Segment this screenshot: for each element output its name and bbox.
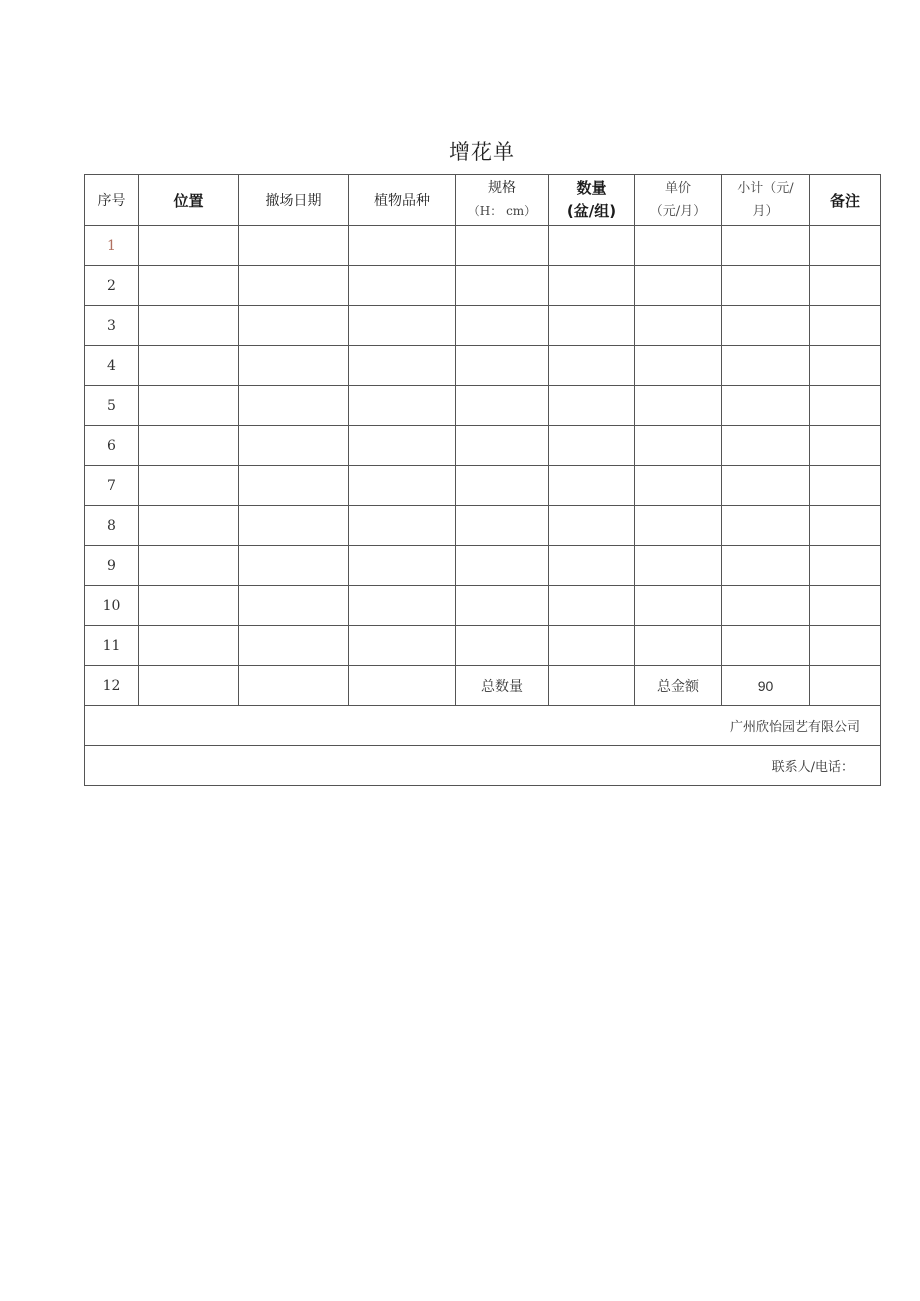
subtotal-cell[interactable] xyxy=(722,466,810,506)
location-cell[interactable] xyxy=(139,506,239,546)
remark-cell[interactable] xyxy=(810,226,881,266)
remark-cell[interactable] xyxy=(810,666,881,706)
remark-cell[interactable] xyxy=(810,426,881,466)
quantity-cell[interactable] xyxy=(549,506,635,546)
subtotal-cell[interactable] xyxy=(722,426,810,466)
unit-price-cell[interactable] xyxy=(635,306,722,346)
row-seq-cell: 9 xyxy=(85,546,139,586)
header-quantity-unit: (盆/组) xyxy=(566,202,617,220)
table-row xyxy=(85,386,881,426)
removal-date-cell[interactable] xyxy=(239,346,349,386)
contact-label: 联系人/电话： xyxy=(85,746,881,786)
remark-cell[interactable] xyxy=(810,506,881,546)
unit-price-cell[interactable] xyxy=(635,586,722,626)
unit-price-cell[interactable] xyxy=(635,506,722,546)
summary-row xyxy=(85,666,881,706)
removal-date-cell[interactable] xyxy=(239,266,349,306)
spec-cell[interactable] xyxy=(456,266,549,306)
subtotal-cell[interactable] xyxy=(722,586,810,626)
header-subtotal-label: 小计（元/ xyxy=(737,181,794,196)
location-cell[interactable] xyxy=(139,266,239,306)
remark-cell[interactable] xyxy=(810,626,881,666)
table-row xyxy=(85,466,881,506)
location-cell[interactable] xyxy=(139,586,239,626)
location-cell[interactable] xyxy=(139,426,239,466)
unit-price-cell[interactable] xyxy=(635,626,722,666)
header-unit-price-unit: （元/月） xyxy=(649,204,707,219)
row-seq-cell: 10 xyxy=(85,586,139,626)
remark-cell[interactable] xyxy=(810,466,881,506)
unit-price-cell[interactable] xyxy=(635,386,722,426)
plant-variety-cell[interactable] xyxy=(349,626,456,666)
removal-date-cell[interactable] xyxy=(239,386,349,426)
plant-variety-cell[interactable] xyxy=(349,226,456,266)
spec-cell[interactable] xyxy=(456,506,549,546)
header-spec-unit: （H： cm） xyxy=(467,204,537,218)
header-plant-variety xyxy=(349,175,456,226)
spec-cell[interactable] xyxy=(456,346,549,386)
quantity-cell[interactable] xyxy=(549,306,635,346)
plant-variety-cell[interactable] xyxy=(349,426,456,466)
spec-cell[interactable] xyxy=(456,386,549,426)
remark-cell[interactable] xyxy=(810,586,881,626)
header-removal-date-label: 撤场日期 xyxy=(265,193,322,209)
header-unit-price-label: 单价 xyxy=(664,181,691,196)
subtotal-cell[interactable] xyxy=(722,506,810,546)
header-remark-label: 备注 xyxy=(829,191,860,210)
table-row xyxy=(85,586,881,626)
removal-date-cell[interactable] xyxy=(239,226,349,266)
plant-variety-cell[interactable] xyxy=(349,386,456,426)
header-subtotal-unit: 月） xyxy=(752,204,779,219)
row-seq-cell: 3 xyxy=(85,306,139,346)
header-quantity xyxy=(549,175,635,226)
location-cell[interactable] xyxy=(139,666,239,706)
company-row xyxy=(85,706,881,746)
subtotal-cell[interactable] xyxy=(722,226,810,266)
quantity-cell[interactable] xyxy=(549,466,635,506)
removal-date-cell[interactable] xyxy=(239,466,349,506)
location-cell[interactable] xyxy=(139,386,239,426)
row-seq-cell: 8 xyxy=(85,506,139,546)
subtotal-cell[interactable] xyxy=(722,546,810,586)
row-seq-cell: 7 xyxy=(85,466,139,506)
table-row xyxy=(85,306,881,346)
quantity-cell[interactable] xyxy=(549,266,635,306)
location-cell[interactable] xyxy=(139,626,239,666)
header-quantity-label: 数量 xyxy=(576,179,607,197)
unit-price-cell[interactable] xyxy=(635,546,722,586)
spec-cell[interactable] xyxy=(456,226,549,266)
plant-variety-cell[interactable] xyxy=(349,666,456,706)
header-unit-price xyxy=(635,175,722,226)
quantity-cell[interactable] xyxy=(549,346,635,386)
company-name: 广州欣怡园艺有限公司 xyxy=(85,706,881,746)
row-seq-cell: 2 xyxy=(85,266,139,306)
table-header-row xyxy=(85,175,881,226)
unit-price-cell[interactable] xyxy=(635,466,722,506)
subtotal-cell[interactable] xyxy=(722,306,810,346)
subtotal-cell[interactable] xyxy=(722,386,810,426)
quantity-cell[interactable] xyxy=(549,546,635,586)
remark-cell[interactable] xyxy=(810,546,881,586)
page-title: 增花单 xyxy=(449,140,515,164)
removal-date-cell[interactable] xyxy=(239,666,349,706)
row-seq-cell: 5 xyxy=(85,386,139,426)
removal-date-cell[interactable] xyxy=(239,426,349,466)
unit-price-cell[interactable] xyxy=(635,426,722,466)
row-seq-cell: 1 xyxy=(85,226,139,266)
location-cell[interactable] xyxy=(139,226,239,266)
spec-cell[interactable] xyxy=(456,626,549,666)
plant-variety-cell[interactable] xyxy=(349,506,456,546)
spec-cell[interactable] xyxy=(456,546,549,586)
subtotal-cell[interactable] xyxy=(722,626,810,666)
flower-order-table xyxy=(84,174,881,786)
removal-date-cell[interactable] xyxy=(239,546,349,586)
header-seq-label: 序号 xyxy=(97,193,126,209)
quantity-cell[interactable] xyxy=(549,626,635,666)
table-row xyxy=(85,506,881,546)
unit-price-cell[interactable] xyxy=(635,226,722,266)
remark-cell[interactable] xyxy=(810,306,881,346)
location-cell[interactable] xyxy=(139,466,239,506)
table-row xyxy=(85,426,881,466)
quantity-cell[interactable] xyxy=(549,586,635,626)
total-amount-value[interactable]: 90 xyxy=(722,666,810,706)
quantity-cell[interactable] xyxy=(549,426,635,466)
plant-variety-cell[interactable] xyxy=(349,466,456,506)
remark-cell[interactable] xyxy=(810,266,881,306)
unit-price-cell[interactable] xyxy=(635,346,722,386)
contact-row xyxy=(85,746,881,786)
summary-seq-cell: 12 xyxy=(85,666,139,706)
row-seq-cell: 4 xyxy=(85,346,139,386)
unit-price-cell[interactable] xyxy=(635,266,722,306)
plant-variety-cell[interactable] xyxy=(349,586,456,626)
removal-date-cell[interactable] xyxy=(239,586,349,626)
table-row xyxy=(85,626,881,666)
table-row xyxy=(85,226,881,266)
removal-date-cell[interactable] xyxy=(239,626,349,666)
plant-variety-cell[interactable] xyxy=(349,346,456,386)
location-cell[interactable] xyxy=(139,546,239,586)
subtotal-cell[interactable] xyxy=(722,346,810,386)
header-plant-variety-label: 植物品种 xyxy=(374,193,430,209)
header-location xyxy=(139,175,239,226)
remark-cell[interactable] xyxy=(810,346,881,386)
total-quantity-label: 总数量 xyxy=(456,666,549,706)
table-row xyxy=(85,346,881,386)
spec-cell[interactable] xyxy=(456,426,549,466)
header-seq xyxy=(85,175,139,226)
subtotal-cell[interactable] xyxy=(722,266,810,306)
header-removal-date xyxy=(239,175,349,226)
total-quantity-value[interactable] xyxy=(549,666,635,706)
removal-date-cell[interactable] xyxy=(239,506,349,546)
location-cell[interactable] xyxy=(139,346,239,386)
plant-variety-cell[interactable] xyxy=(349,546,456,586)
header-location-label: 位置 xyxy=(173,191,204,210)
remark-cell[interactable] xyxy=(810,386,881,426)
spec-cell[interactable] xyxy=(456,306,549,346)
spec-cell[interactable] xyxy=(456,466,549,506)
quantity-cell[interactable] xyxy=(549,226,635,266)
header-subtotal xyxy=(722,175,810,226)
header-spec-label: 规格 xyxy=(488,180,516,196)
row-seq-cell: 6 xyxy=(85,426,139,466)
removal-date-cell[interactable] xyxy=(239,306,349,346)
table-row xyxy=(85,266,881,306)
quantity-cell[interactable] xyxy=(549,386,635,426)
header-spec xyxy=(456,175,549,226)
header-remark xyxy=(810,175,881,226)
spec-cell[interactable] xyxy=(456,586,549,626)
total-amount-label: 总金额 xyxy=(635,666,722,706)
table-body xyxy=(85,226,881,666)
row-seq-cell: 11 xyxy=(85,626,139,666)
location-cell[interactable] xyxy=(139,306,239,346)
plant-variety-cell[interactable] xyxy=(349,266,456,306)
table-row xyxy=(85,546,881,586)
plant-variety-cell[interactable] xyxy=(349,306,456,346)
